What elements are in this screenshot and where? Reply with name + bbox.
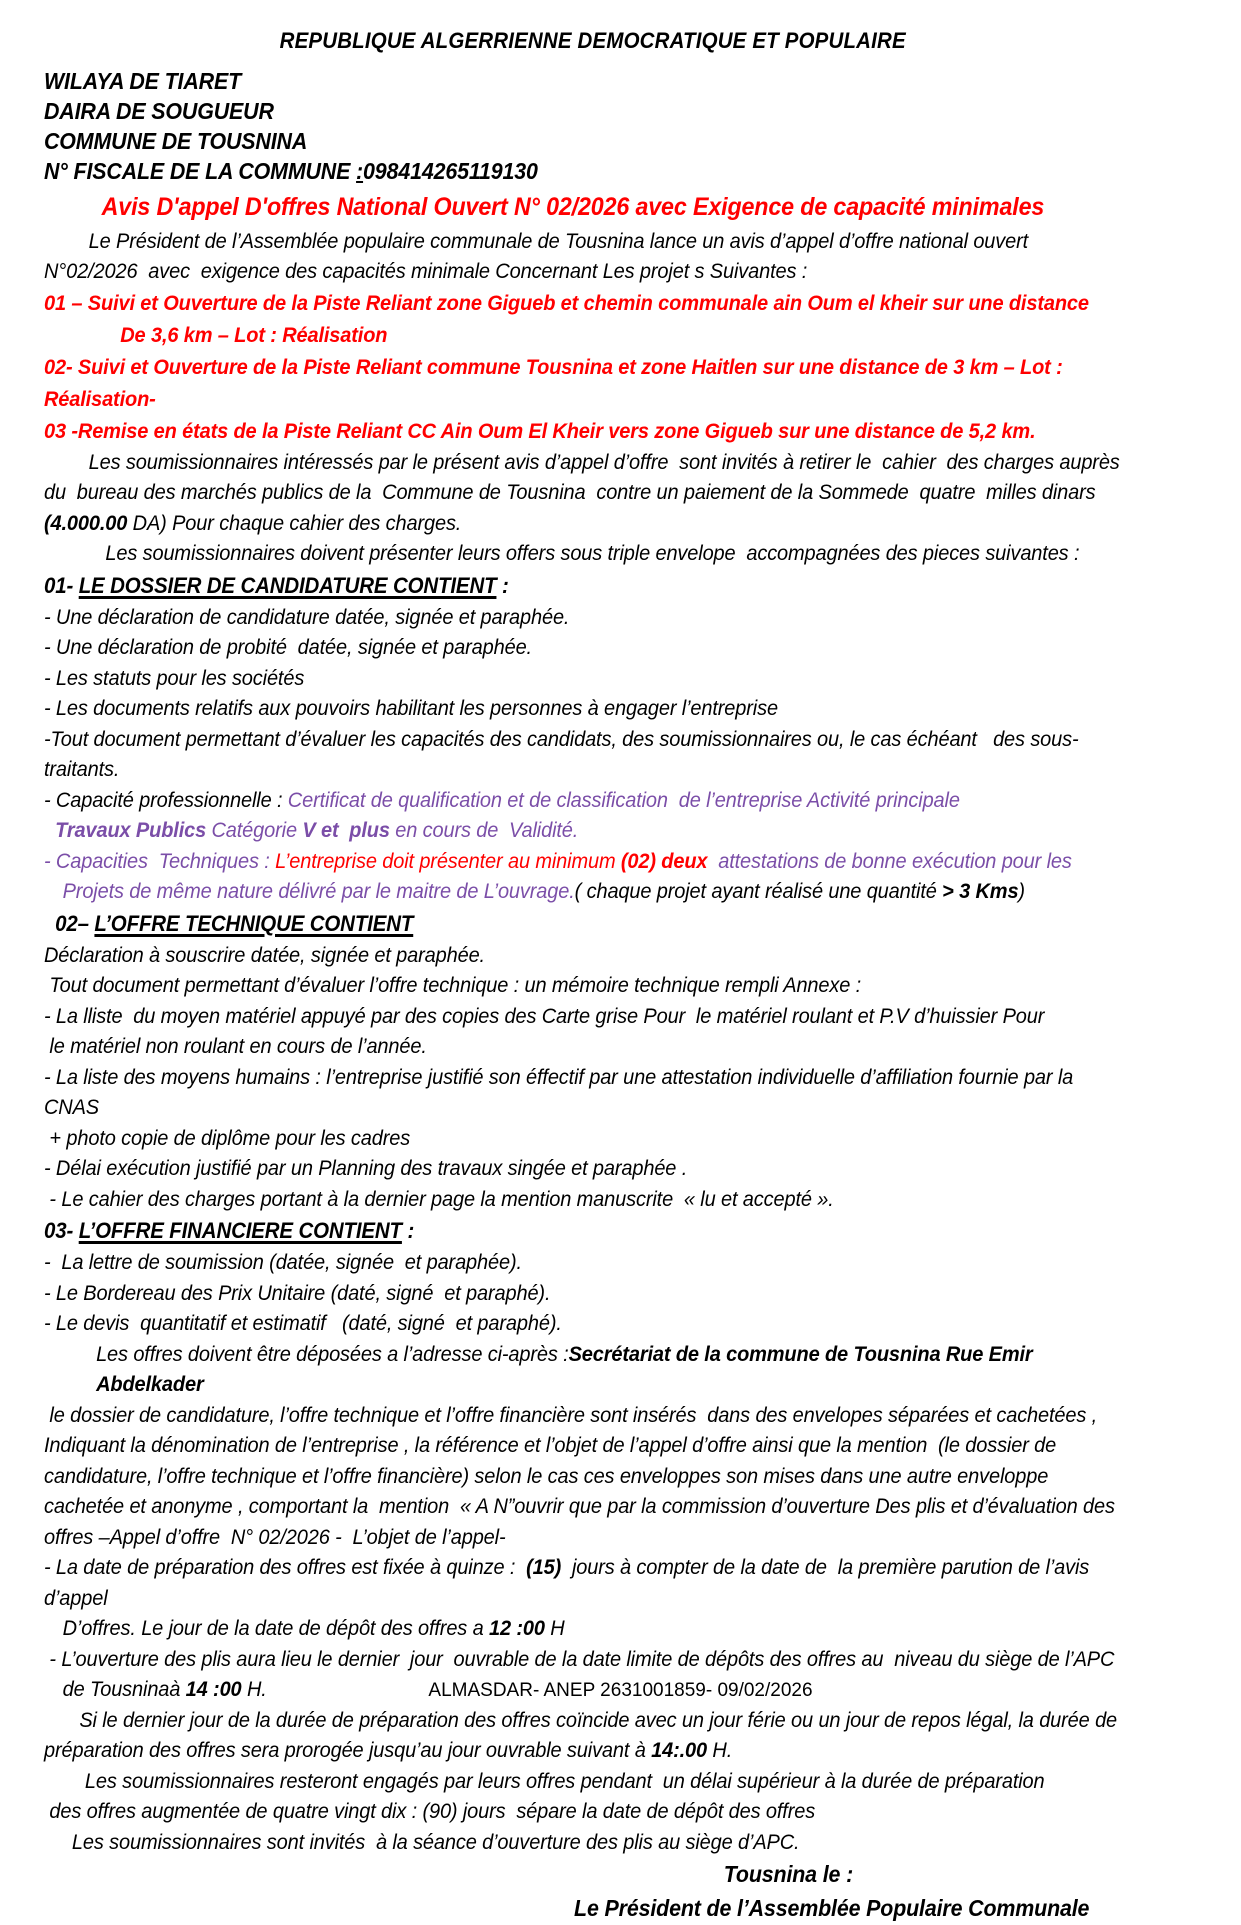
envelope-paragraph-line: cachetée et anonyme , comportant la mention « A N”ouvrir que par la commission d’ouverture Des plis et d’évaluation des [44,1494,1115,1518]
section-01-title: LE DOSSIER DE CANDIDATURE CONTIENT [78,572,497,598]
daira-line: DAIRA DE SOUGUEUR [44,97,274,124]
list-item: -Tout document permettant d’évaluer les capacités des candidats, des soumissionnaires ou, le cas échéant des sous-traitants. [44,726,1079,781]
intro-paragraph-line2: du bureau des marchés publics de la Commune de Tousnina contre un paiement de la Sommede quatre milles dinars [44,480,1096,504]
deadline-preparation-line [44,1552,1123,1613]
list-item: - La lettre de soumission (datée, signée et paraphée). [44,1250,522,1274]
fiscal-colon: : [356,157,364,184]
cap-tech-red-text: L’entreprise doit présenter au minimum [275,848,621,873]
section-01-suffix: : [496,572,509,598]
list-item: - Le Bordereau des Prix Unitaire (daté, signé et paraphé). [44,1280,551,1305]
list-item: - Les statuts pour les sociétés [44,665,305,690]
project-number: 02- [44,354,78,379]
cap-tech-l2-black: ( chaque projet ayant réalisé une quantité [574,879,943,903]
notice-title: Avis D'appel D'offres National Ouvert N° 02/2026 avec Exigence de capacité minimales [101,192,1045,221]
list-item: - La liste des moyens humains : l’entreprise justifié son éffectif par une attestation individuelle d’affiliation fournie par la CNAS [44,1064,1079,1119]
list-item: - Le devis quantitatif et estimatif (daté, signé et paraphé). [44,1311,562,1335]
opening-time: 14 :00 [185,1677,242,1701]
capacite-professionnelle-line [44,785,1123,816]
list-item: le matériel non roulant en cours de l’année. [44,1034,427,1058]
list-item: Déclaration à souscrire datée, signée et paraphée. [44,942,485,967]
deadline-opening-line: - L’ouverture des plis aura lieu le dernier jour ouvrable de la date limite de dépôts des offres au niveau du siège de l’APC [44,1646,1115,1671]
project-dash: – [71,290,88,315]
capacites-techniques-line [44,846,1123,877]
fee-amount: 4.000.00 [50,510,128,535]
project-item [44,351,1123,415]
capacite-pro-label: - Capacité professionnelle : [44,787,288,812]
holiday-rule-tail: H. [706,1738,733,1762]
holiday-rule-time: 14:.00 [651,1738,707,1762]
page-footer: ALMASDAR- ANEP 2631001859- 09/02/2026 [428,1680,813,1701]
section-03-title: L’OFFRE FINANCIERE CONTIENT [78,1218,402,1243]
intro-paragraph-line1: Les soumissionnaires intéressés par le présent avis d’appel d’offre sont invités à retirer le cahier des charges auprès [88,449,1120,474]
project-item [44,287,1123,319]
project-item [44,415,1123,447]
document-body [44,26,1123,1925]
holiday-rule-line: Si le dernier jour de la durée de préparation des offres coïncide avec un jour férie ou un jour de repos légal, la durée de [79,1707,1118,1732]
project-item-line2: De 3,6 km – Lot : Réalisation [120,322,388,347]
categorie-label: Catégorie [206,818,303,842]
signature-place-date: Tousnina le : [723,1861,854,1887]
fiscal-label: N° FISCALE DE LA COMMUNE [44,157,357,184]
deadline-prep-text: - La date de préparation des offres est fixée à quinze : [44,1555,527,1579]
fiscal-number: 098414265119130 [363,157,538,184]
list-item: + photo copie de diplôme pour les cadres [44,1125,411,1150]
travaux-publics-label: Travaux Publics [55,818,207,842]
section-02-title: L’OFFRE TECHNIQUE CONTIENT [94,910,414,936]
notice-intro-line1: Le Président de l’Assemblée populaire communale de Tousnina lance un avis d’appel d’offre national ouvert [88,228,1029,253]
project-text: Remise en états de la Piste Reliant CC Ain Oum El Kheir vers zone Gigueb sur une distance de 5,2 km. [77,418,1036,443]
section-03-suffix: : [401,1218,415,1243]
project-number: 01 [44,290,72,315]
list-item: - Les documents relatifs aux pouvoirs habilitant les personnes à engager l’entreprise [44,696,778,720]
section-02-number: 02– [55,910,95,936]
holiday-rule-text: préparation des offres sera prorogée jusqu’au jour ouvrable suivant à [44,1738,652,1762]
deadline-prep-tail: jours à compter de la date de la première parution de l’avis d’appel [44,1555,1095,1610]
section-01-number: 01- [44,572,79,598]
deadline-deposit-time: 12 :00 [488,1616,545,1640]
project-number: 03 - [44,418,78,443]
envelope-paragraph-line: offres –Appel d’offre N° 02/2026 - L’objet de l’appel- [44,1524,506,1549]
deadline-deposit-text: D’offres. Le jour de la date de dépôt des offres a [62,1616,489,1640]
fiscal-number-line [44,156,1123,186]
engagement-line2: des offres augmentée de quatre vingt dix : (90) jours sépare la date de dépôt des offres [44,1799,816,1823]
list-item: Tout document permettant d’évaluer l’offre technique : un mémoire technique rempli Annexe : [44,973,862,997]
address-lead: Les offres doivent être déposées a l’adresse ci-après : [96,1341,569,1366]
intro-paragraph-line4: Les soumissionnaires doivent présenter leurs offers sous triple envelope accompagnées des pieces suivantes : [105,541,1080,565]
invitation-line: Les soumissionnaires sont invités à la séance d’ouverture des plis au siège d’APC. [71,1829,800,1854]
fee-rest: DA) Pour chaque cahier des charges. [127,510,462,535]
wilaya-line: WILAYA DE TIARET [44,67,242,94]
engagement-line: Les soumissionnaires resteront engagés par leurs offres pendant un délai supérieur à la durée de préparation [84,1768,1045,1793]
paren-open: ( [44,510,51,535]
travaux-publics-line [44,815,1123,846]
section-01-heading [44,569,1123,602]
list-item: - La lliste du moyen matériel appuyé par des copies des Carte grise Pour le matériel roulant et P.V d’huissier Pour [44,1003,1045,1028]
envelope-paragraph-line: candidature, l’offre technique et l’offre financière) selon le cas ces enveloppes son mises dans une autre enveloppe [44,1463,1049,1488]
project-text: Suivi et Ouverture de la Piste Reliant zone Gigueb et chemin communale ain Oum el kheir sur une distance [87,290,1089,315]
list-item: - Le cahier des charges portant à la dernier page la mention manuscrite « lu et accepté ». [44,1186,834,1211]
capacites-techniques-line2 [44,876,1123,907]
categorie-value: V et plus [302,818,390,842]
intro-paragraph-line3 [44,508,1123,539]
signature-title: Le Président de l’Assemblée Populaire Communale [574,1895,1090,1921]
holiday-rule-line2 [44,1735,1123,1766]
cap-tech-min-km: > 3 Kms [942,879,1019,903]
address-line [44,1339,1123,1400]
cap-tech-purple-tail: attestations de bonne exécution pour les [707,848,1072,873]
cap-tech-label: - Capacities Techniques : [44,848,276,873]
cap-tech-count: (02) deux [620,848,708,873]
opening-place-text: de Tousninaà [62,1677,186,1701]
section-02-heading [44,907,1123,940]
deadline-prep-days: (15) [526,1555,562,1579]
section-03-heading [44,1214,1123,1247]
notice-intro-line2: N°02/2026 avec exigence des capacités minimale Concernant Les projet s Suivantes : [44,259,808,283]
republic-heading: REPUBLIQUE ALGERRIENNE DEMOCRATIQUE ET POPULAIRE [279,28,906,53]
envelope-paragraph-line: Indiquant la dénomination de l’entreprise , la référence et l’objet de l’appel d’offre ainsi que la mention (le dossier de [44,1433,1057,1457]
address-value: Secrétariat de la commune de Tousnina Rue Emir Abdelkader [96,1341,1038,1396]
cap-tech-l2-purple: Projets de même nature délivré par le maitre de L’ouvrage. [62,879,575,903]
cap-tech-l2-close: ) [1018,879,1025,903]
list-item: - Une déclaration de probité datée, signée et paraphée. [44,635,532,659]
deadline-deposit-tail: H [544,1616,565,1640]
project-text: Suivi et Ouverture de la Piste Reliant commune Tousnina et zone Haitlen sur une distance de 3 km – Lot : Réalisation- [44,354,1063,411]
opening-time-tail: H. [241,1677,267,1701]
validite-text: en cours de Validité. [389,818,579,842]
list-item: - Une déclaration de candidature datée, signée et paraphée. [44,604,570,629]
commune-line: COMMUNE DE TOUSNINA [44,127,308,154]
section-03-number: 03- [44,1218,79,1243]
deadline-deposit-line [44,1613,1123,1644]
capacite-pro-value: Certificat de qualification et de classification de l’entreprise Activité principale [287,787,960,812]
envelope-paragraph-line: le dossier de candidature, l’offre technique et l’offre financière sont insérés dans des envelopes séparées et cachetées , [44,1402,1098,1427]
list-item: - Délai exécution justifié par un Planning des travaux singée et paraphée . [44,1156,688,1180]
